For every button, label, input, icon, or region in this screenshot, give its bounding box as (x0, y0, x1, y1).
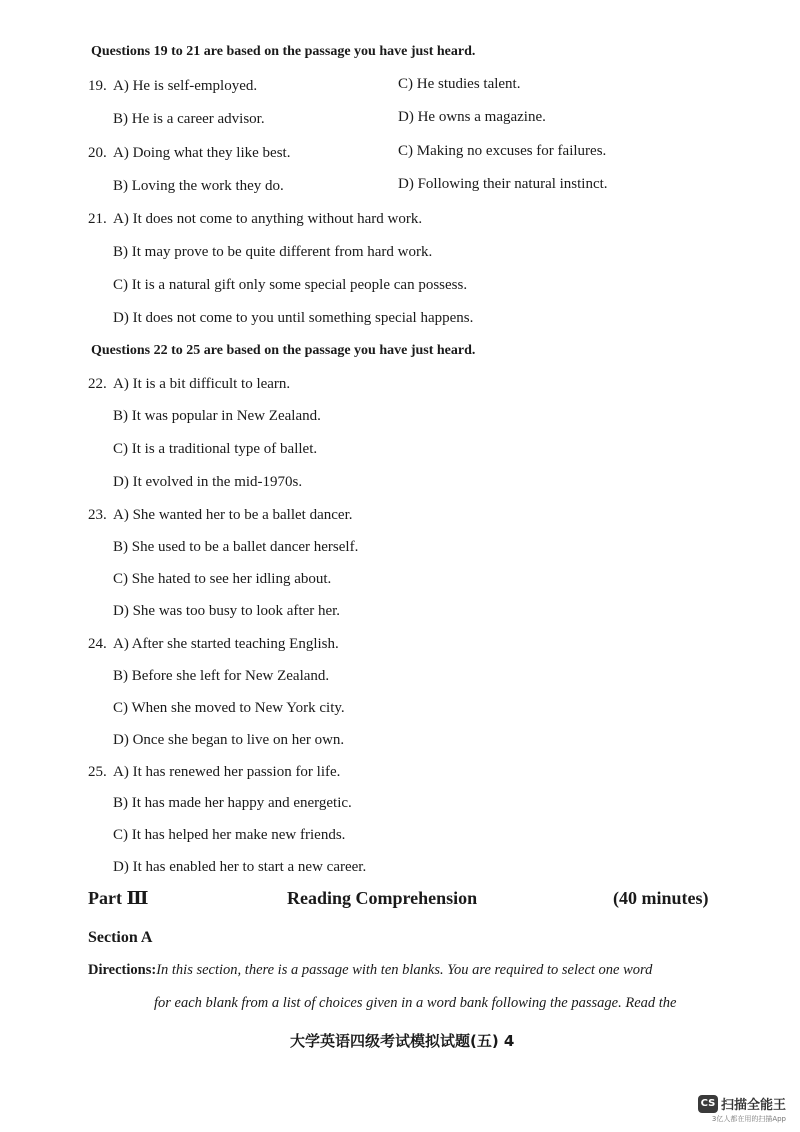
q20-option-a: A) Doing what they like best. (113, 145, 291, 161)
q21-option-a: A) It does not come to anything without hard work. (113, 211, 423, 227)
q22-option-c: C) It is a traditional type of ballet. (113, 441, 318, 457)
directions-line-1 (88, 962, 652, 979)
part-label: Part Ⅲ (88, 888, 149, 908)
q21-option-c: C) It is a natural gift only some special people can possess. (113, 277, 468, 293)
section-a-heading: Section A (88, 929, 153, 946)
q25-option-d: D) It has enabled her to start a new career. (113, 859, 367, 875)
watermark-title: 扫描全能王 (720, 1098, 786, 1113)
question-number-19: 19. (88, 78, 107, 94)
q25-option-a: A) It has renewed her passion for life. (113, 764, 341, 780)
q23-option-d: D) She was too busy to look after her. (113, 603, 341, 619)
q20-option-d: D) Following their natural instinct. (398, 176, 608, 192)
q22-option-d: D) It evolved in the mid-1970s. (113, 474, 303, 490)
q24-option-d: D) Once she began to live on her own. (113, 732, 345, 748)
q19-option-c: C) He studies talent. (398, 76, 521, 92)
q25-option-c: C) It has helped her make new friends. (113, 827, 346, 843)
questions-19-21-heading: Questions 19 to 21 are based on the passage you have just heard. (91, 44, 476, 59)
directions-text-1: In this section, there is a passage with ten blanks. You are required to select one word (156, 962, 653, 978)
q19-option-b: B) He is a career advisor. (113, 111, 265, 127)
directions-line-2 (154, 995, 676, 1012)
question-number-24: 24. (88, 636, 107, 652)
page-footer: 大学英语四级考试模拟试题(五) 4 (290, 1032, 515, 1050)
directions-text-2: for each blank from a list of choices given in a word bank following the passage. Read the (154, 995, 677, 1011)
q21-option-d: D) It does not come to you until something special happens. (113, 310, 474, 326)
q25-option-b: B) It has made her happy and energetic. (113, 795, 352, 811)
questions-22-25-heading: Questions 22 to 25 are based on the passage you have just heard. (91, 343, 476, 358)
q23-option-c: C) She hated to see her idling about. (113, 571, 332, 587)
q20-option-c: C) Making no excuses for failures. (398, 143, 607, 159)
question-number-22: 22. (88, 376, 107, 392)
q24-option-a: A) After she started teaching English. (113, 636, 339, 652)
watermark-subtitle: 3亿人都在用的扫描App (711, 1115, 786, 1123)
q20-option-b: B) Loving the work they do. (113, 178, 284, 194)
question-number-23: 23. (88, 507, 107, 523)
question-number-25: 25. (88, 764, 107, 780)
q23-option-a: A) She wanted her to be a ballet dancer. (113, 507, 353, 523)
q21-option-b: B) It may prove to be quite different from hard work. (113, 244, 433, 260)
q22-option-b: B) It was popular in New Zealand. (113, 408, 321, 424)
question-number-20: 20. (88, 145, 107, 161)
q22-option-a: A) It is a bit difficult to learn. (113, 376, 291, 392)
question-number-21: 21. (88, 211, 107, 227)
q24-option-c: C) When she moved to New York city. (113, 700, 345, 716)
camscanner-logo-icon: CS (698, 1095, 718, 1113)
directions-label: Directions: (88, 962, 157, 978)
q24-option-b: B) Before she left for New Zealand. (113, 668, 330, 684)
part-time: (40 minutes) (613, 888, 709, 908)
scanner-watermark (698, 1093, 786, 1124)
q19-option-a: A) He is self-employed. (113, 78, 258, 94)
q19-option-d: D) He owns a magazine. (398, 109, 546, 125)
part-title: Reading Comprehension (287, 888, 478, 908)
q23-option-b: B) She used to be a ballet dancer herself. (113, 539, 359, 555)
